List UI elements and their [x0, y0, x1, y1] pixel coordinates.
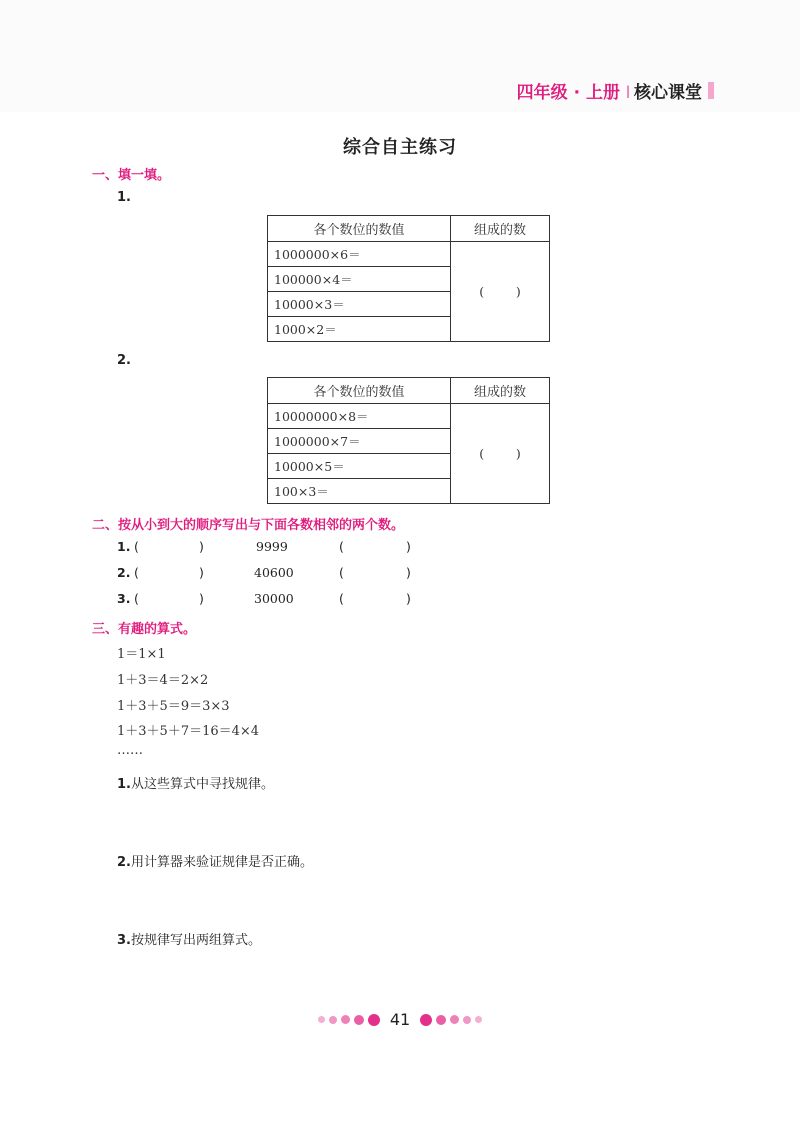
table1-row: 100000×4＝	[268, 267, 451, 292]
right-blank-open[interactable]: (	[339, 539, 344, 554]
decor-dot-icon	[341, 1015, 350, 1024]
left-blank-close: )	[199, 565, 204, 580]
table2-header-values: 各个数位的数值	[268, 378, 451, 404]
formula-ellipsis: ……	[117, 743, 143, 758]
decor-dot-icon	[436, 1015, 446, 1025]
given-number: 9999	[256, 539, 288, 554]
right-blank-close: )	[406, 539, 411, 554]
task-number: 3.	[117, 933, 131, 948]
right-blank-close: )	[406, 591, 411, 606]
task-text: 按规律写出两组算式。	[130, 933, 261, 948]
task-text: 用计算器来验证规律是否正确。	[130, 855, 313, 870]
header-marker	[708, 82, 714, 99]
formula-line: 1＝1×1	[117, 647, 166, 662]
place-value-table-2	[267, 377, 550, 504]
section2-heading: 二、按从小到大的顺序写出与下面各数相邻的两个数。	[92, 518, 405, 533]
right-blank-open[interactable]: (	[339, 565, 344, 580]
left-blank-close: )	[199, 539, 204, 554]
task-2	[117, 851, 313, 870]
item-number: 1.	[117, 539, 131, 554]
decor-dot-icon	[354, 1015, 364, 1025]
task-3	[117, 929, 261, 948]
table1-row: 10000×3＝	[268, 292, 451, 317]
given-number: 40600	[254, 565, 294, 580]
task-number: 2.	[117, 855, 131, 870]
right-blank-open[interactable]: (	[339, 591, 344, 606]
neighbor-item-1	[117, 539, 437, 557]
table2-row: 10000000×8＝	[268, 404, 451, 429]
left-blank-close: )	[199, 591, 204, 606]
formula-line: 1＋3＋5＋7＝16＝4×4	[117, 724, 260, 739]
decor-dot-icon	[329, 1016, 337, 1024]
section1-q1-number: 1.	[117, 190, 131, 205]
section1-q2-number: 2.	[117, 353, 131, 368]
item-number: 2.	[117, 565, 131, 580]
table2-row: 1000000×7＝	[268, 429, 451, 454]
formula-line: 1＋3＝4＝2×2	[117, 673, 209, 688]
page-number: 41	[389, 1010, 411, 1029]
task-1	[117, 773, 274, 792]
table1-answer-blank[interactable]: ( )	[451, 242, 550, 342]
neighbor-item-2	[117, 565, 437, 583]
page-footer	[0, 1010, 800, 1029]
table1-row: 1000×2＝	[268, 317, 451, 342]
book-series-label: 核心课堂	[634, 83, 702, 103]
left-blank-open[interactable]: (	[134, 539, 139, 554]
decor-dot-icon	[450, 1015, 459, 1024]
decor-dot-icon	[368, 1014, 380, 1026]
decor-dot-icon	[463, 1016, 471, 1024]
grade-label: 四年级 · 上册	[516, 83, 620, 103]
table2-row: 10000×5＝	[268, 454, 451, 479]
neighbor-item-3	[117, 591, 437, 609]
table1-row: 1000000×6＝	[268, 242, 451, 267]
formula-line: 1＋3＋5＝9＝3×3	[117, 699, 230, 714]
item-number: 3.	[117, 591, 131, 606]
table2-row: 100×3＝	[268, 479, 451, 504]
section1-heading: 一、填一填。	[92, 168, 171, 183]
place-value-table-1	[267, 215, 550, 342]
right-blank-close: )	[406, 565, 411, 580]
decor-dot-icon	[318, 1016, 325, 1023]
decor-dot-icon	[475, 1016, 482, 1023]
table1-header-number: 组成的数	[451, 216, 550, 242]
given-number: 30000	[254, 591, 294, 606]
table2-answer-blank[interactable]: ( )	[451, 404, 550, 504]
table1-header-values: 各个数位的数值	[268, 216, 451, 242]
table2-header-number: 组成的数	[451, 378, 550, 404]
task-text: 从这些算式中寻找规律。	[130, 777, 274, 792]
section3-heading: 三、有趣的算式。	[92, 622, 197, 637]
page-title: 综合自主练习	[343, 137, 457, 158]
header-separator: |	[625, 83, 630, 98]
decor-dot-icon	[420, 1014, 432, 1026]
left-blank-open[interactable]: (	[134, 565, 139, 580]
task-number: 1.	[117, 777, 131, 792]
page-header	[517, 78, 714, 103]
left-blank-open[interactable]: (	[134, 591, 139, 606]
